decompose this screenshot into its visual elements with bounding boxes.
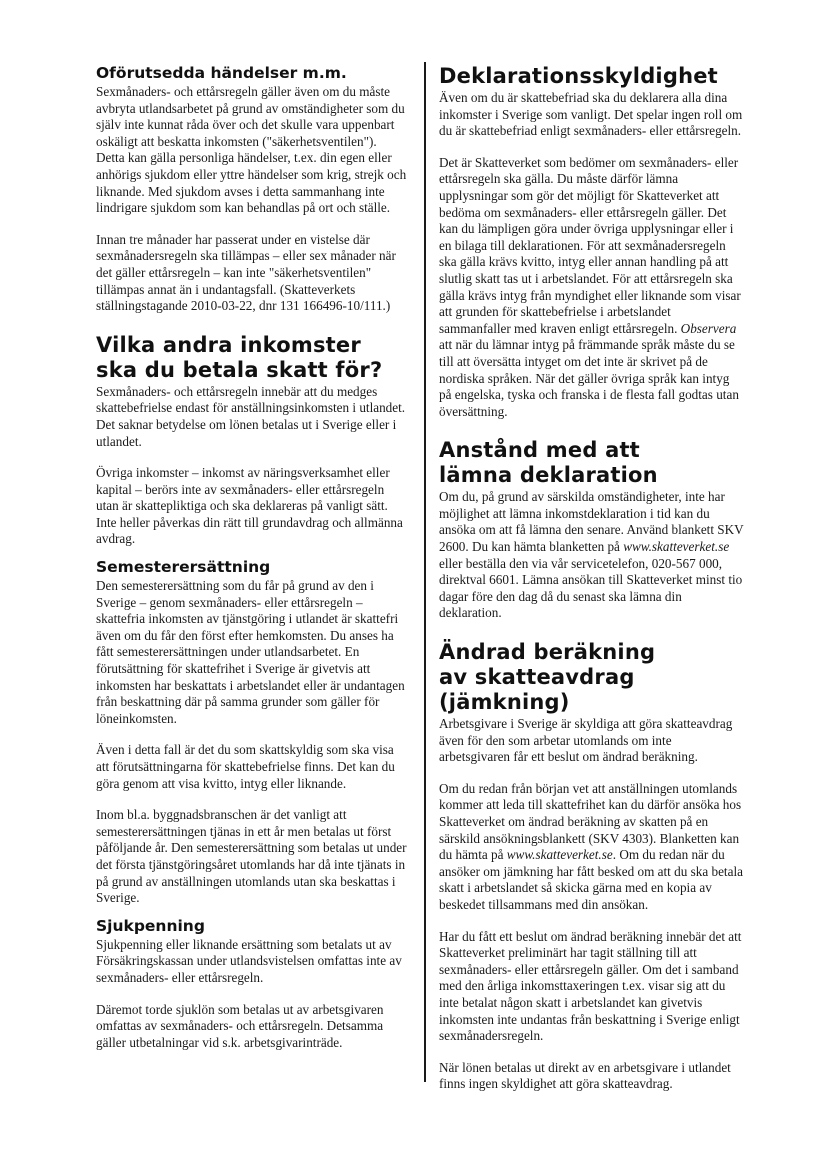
heading-line: Anstånd med att (439, 438, 640, 463)
left-column (96, 64, 408, 1051)
paragraph: Om du redan från början vet att anställningen utomlands kommer att leda till skattefrihet kan du därför ansöka hos Skatteverket om ändrad beräkning av skatten på en särskild ansökningsblankett (SKV 4303). Blanketten kan du hämta på www.skatteverket.se. Om du redan när du ansöker om jämkning har fått besked om att du ska betala skatt i arbetslandet så skicka gärna med en kopia av beskedet tillsammans med din ansökan. (439, 780, 743, 912)
paragraph: Däremot torde sjuklön som betalas ut av arbetsgivaren omfattas av sexmånaders- och ettårsregeln. Detsamma gäller utbetalningar vid s.k. arbetsgivarinträde. (96, 1001, 384, 1050)
paragraph: Inom bl.a. byggnadsbranschen är det vanligt att semesterersättningen tjänas in ett år men betalas ut först påföljande år. Den semesterersättning som betalas ut under det första tjänstgöringsåret utomlands har då inte tjänats in på grund av anställningen utomlands utan ska beskattas i Sverige. (96, 807, 407, 906)
paragraph: Även om du är skattebefriad ska du deklarera alla dina inkomster i Sverige som vanligt. Det spelar ingen roll om du är skattebefriad enligt sexmånaders- eller ettårsregeln. (439, 90, 743, 139)
paragraph: Sjukpenning eller liknande ersättning som betalats ut av Försäkringskassan under utlandsvistelsen omfattas inte av sexmånaders- eller ettårsregeln. (96, 936, 402, 985)
heading-oforutsedda: Oförutsedda händelser m.m. (96, 64, 347, 82)
heading-semesterersattning: Semesterersättning (96, 558, 271, 577)
paragraph: Den semesterersättning som du får på grund av den i Sverige – genom sexmånaders- eller ettårsregeln – skattefria inkomsten av tjänstgöring i utlandet är skattefri även om du får den först efter hemkomsten. Du anses ha fått semesterersättningen under utlandsarbetet. En förutsättning för skattefrihet i Sverige är givetvis att inkomsten har beskattats i arbetslandet eller är undantagen från beskattning där på samma grunder som gäller för löneinkomsten. (96, 578, 405, 726)
emphasis: Observera (680, 320, 737, 336)
heading-andra-inkomster (96, 333, 408, 383)
heading-line: Vilka andra inkomster (96, 332, 361, 357)
paragraph: Sexmånaders- och ettårsregeln gäller även om du måste avbryta utlandsarbetet på grund av omständigheter som du själv inte kunnat råda över och det skulle vara uppenbart oskäligt att beskatta inkomsten ("säkerhetsventilen"). Detta kan gälla personliga händelser, t.ex. din egen eller anhörigs sjukdom eller yttre händelser som krig, strejk och liknande. Med sjukdom avses i detta sammanhang inte lindrigare sjukdom som kan behandlas på ort och ställe. (96, 84, 407, 216)
paragraph: Arbetsgivare i Sverige är skyldiga att göra skatteavdrag även för den som arbetar utomlands om inte arbetsgivaren får ett beslut om ändrad beräkning. (439, 716, 733, 765)
paragraph: Övriga inkomster – inkomst av näringsverksamhet eller kapital – berörs inte av sexmånaders- eller ettårsregeln utan är skattepliktiga och ska deklareras på vanligt sätt. Inte heller påverkas din rätt till grundavdrag och allmänna avdrag. (96, 465, 403, 547)
heading-line: lämna deklaration (439, 463, 658, 488)
paragraph: Det är Skatteverket som bedömer om sexmånaders- eller ettårsregeln ska gälla. Du måste därför lämna upplysningar som gör det möjligt för Skatteverket att bedöma om sexmånaders- eller ettårsregeln gäller. Det kan du lämpligen göra under övriga upplysningar eller i en bilaga till deklarationen. För att sexmånadersregeln ska gälla krävs kvitto, intyg eller annan handling på att slutlig skatt tas ut i arbetslandet. För att ettårsregeln ska gälla krävs intyg från myndighet eller liknande som visar att grunden för skattebefrielse i arbetslandet sammanfaller med kraven enligt ettårsregeln. Observera att när du lämnar intyg på främmande språk måste du se till att översätta intyget om det inte är skrivet på de nordiska språken. När det gäller övriga språk kan intyg på engelska, tyska och franska i de flesta fall godtas utan översättning. (439, 154, 741, 419)
heading-line: Ändrad beräkning (439, 640, 656, 665)
web-address: www.skatteverket.se (623, 539, 730, 555)
column-divider (424, 62, 426, 1082)
heading-line: ska du betala skatt för? (96, 357, 383, 382)
heading-sjukpenning: Sjukpenning (96, 916, 205, 935)
heading-deklarationsskyldighet: Deklarationsskyldighet (439, 64, 718, 88)
heading-line: av skatteavdrag (jämkning) (439, 665, 635, 715)
paragraph: Om du, på grund av särskilda omständigheter, inte har möjlighet att lämna inkomstdeklaration i tid kan du ansöka om att få lämna den senare. Använd blankett SKV 2600. Du kan hämta blanketten på www.skatteverket.se eller beställa den via vår servicetelefon, 020-567 000, direktval 6601. Lämna ansökan till Skatteverket minst tio dagar före den dag då du senast ska lämna din deklaration. (439, 489, 744, 621)
web-address: www.skatteverket.se (506, 847, 613, 863)
heading-anstand (439, 438, 745, 488)
paragraph: Även i detta fall är det du som skattskyldig som ska visa att förutsättningarna för skattebefrielse finns. Det kan du göra genom att visa kvitto, intyg eller liknande. (96, 742, 395, 791)
paragraph: Sexmånaders- och ettårsregeln innebär att du medges skattebefrielse endast för anställningsinkomsten i utlandet. Det saknar betydelse om lönen betalas ut i Sverige eller i utlandet. (96, 383, 406, 449)
heading-andrad-berakning (439, 640, 745, 715)
paragraph: När lönen betalas ut direkt av en arbetsgivare i utlandet finns ingen skyldighet att göra skatteavdrag. (439, 1059, 731, 1092)
paragraph: Innan tre månader har passerat under en vistelse där sexmånadersregeln ska tillämpas – eller sex månader när det gäller ettårsregeln – kan inte "säkerhetsventilen" tillämpas annat än i undantagsfall. (Skatteverkets ställningstagande 2010-03-22, dnr 131 166496-10/111.) (96, 231, 396, 314)
right-column (439, 64, 745, 1093)
paragraph: Har du fått ett beslut om ändrad beräkning innebär det att Skatteverket preliminärt har tagit ställning till att sexmånaders- eller ettårsregeln gäller. Om det i samband med den årliga inkomsttaxeringen t.ex. visar sig att du inte betalat någon skatt i arbetslandet kan givetvis inkomsten inte undantas från beskattning i Sverige enligt sexmånadersregeln. (439, 928, 742, 1044)
